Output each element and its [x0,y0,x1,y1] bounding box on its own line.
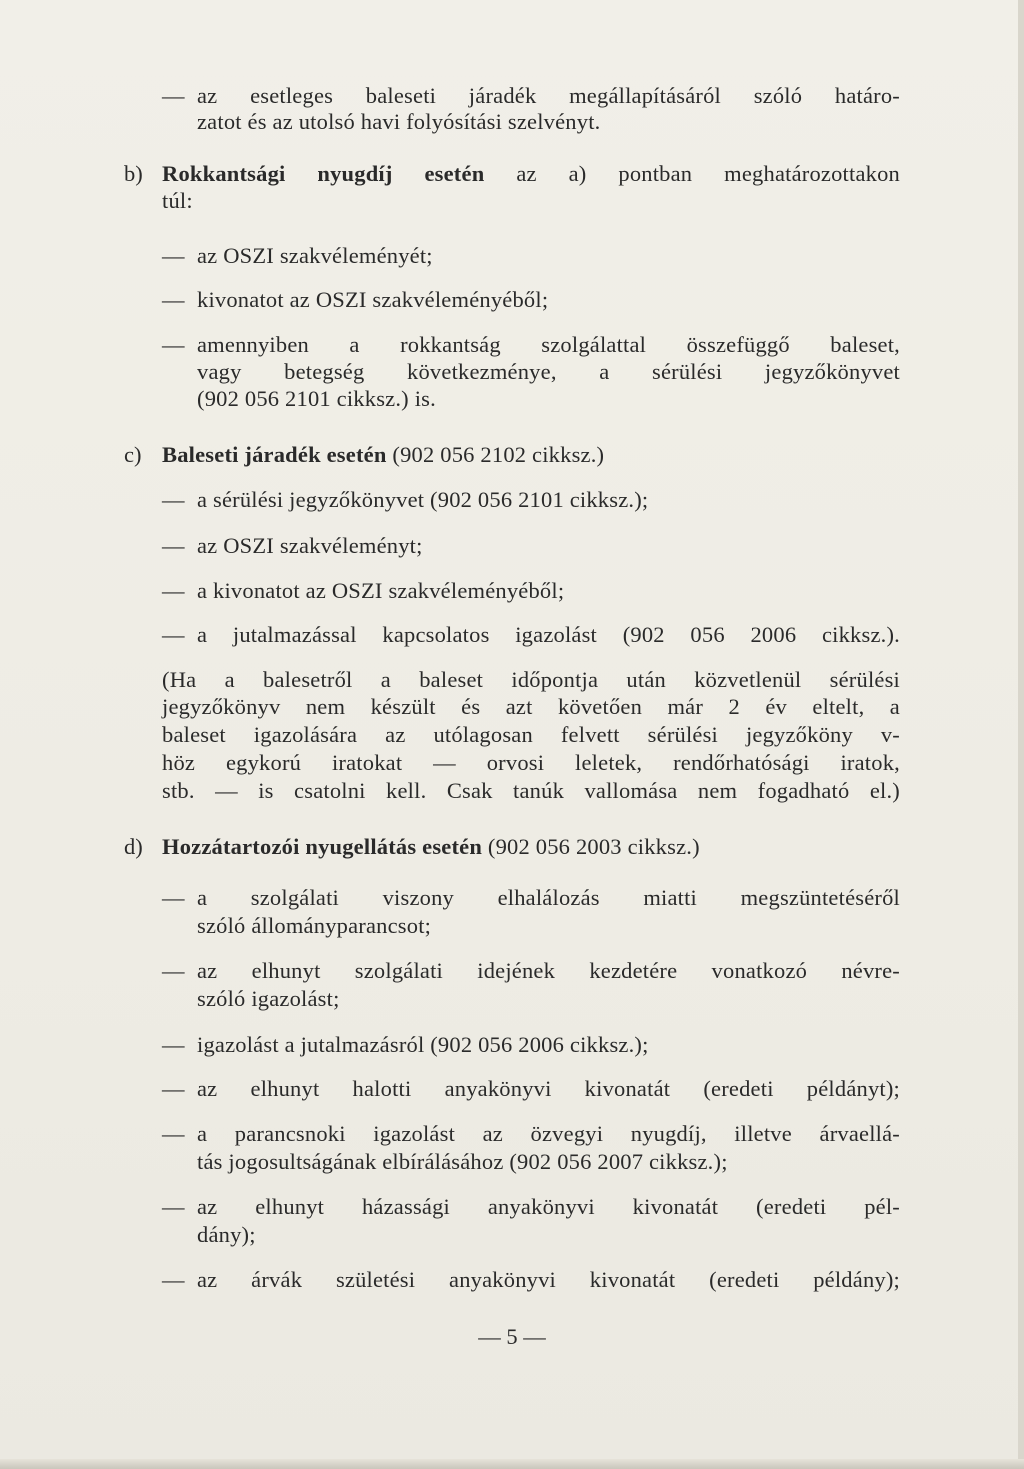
section-heading-d [162,833,700,861]
text-line: vagy betegség következménye, a sérülési jegyzőkönyvet [197,359,900,384]
page-bottom-edge [0,1459,1024,1469]
paragraph-line: baleset igazolására az utólagosan felvett sérülési jegyzőköny v- [162,722,900,747]
paragraph-line: höz egykorú iratokat — orvosi leletek, rendőrhatósági iratok, [162,750,900,775]
text-line: kivonatot az OSZI szakvéleményéből; [197,287,549,312]
text-line: a parancsnoki igazolást az özvegyi nyugdíj, illetve árvaellá- [197,1121,900,1146]
list-dash: — [162,83,185,108]
text-line: dány); [197,1222,256,1247]
text-line: az OSZI szakvéleményt; [197,533,423,558]
list-dash: — [162,958,185,983]
list-dash: — [162,1032,185,1057]
list-dash: — [162,533,185,558]
text-line: szóló állományparancsot; [197,913,432,938]
text-line: (902 056 2101 cikksz.) is. [197,386,436,411]
section-heading-c [162,441,604,469]
text-line: igazolást a jutalmazásról (902 056 2006 cikksz.); [197,1032,649,1057]
list-dash: — [162,885,185,910]
list-dash: — [162,1121,185,1146]
text-line: amennyiben a rokkantság szolgálattal összefüggő baleset, [197,332,900,357]
paragraph-line: jegyzőkönyv nem készült és azt követően már 2 év eltelt, a [162,694,900,719]
text-line: túl: [162,188,193,213]
text-line: a kivonatot az OSZI szakvéleményéből; [197,578,565,603]
list-dash: — [162,578,185,603]
list-dash: — [162,622,185,647]
list-dash: — [162,1194,185,1219]
section-heading-b [162,160,900,188]
text-line: az árvák születési anyakönyvi kivonatát (eredeti példány); [197,1267,900,1292]
text-line: az OSZI szakvéleményét; [197,243,433,268]
paragraph-line: stb. — is csatolni kell. Csak tanúk vallomása nem fogadható el.) [162,778,900,803]
list-dash: — [162,1076,185,1101]
list-dash: — [162,287,185,312]
section-label-d: d) [124,834,143,859]
page-edge-shadow [1018,0,1024,1469]
list-dash: — [162,243,185,268]
section-heading-rest: (902 056 2003 cikksz.) [487,834,700,859]
section-label-c: c) [124,442,142,467]
text-line: az elhunyt házassági anyakönyvi kivonatát (eredeti pél- [197,1194,900,1219]
list-dash: — [162,1267,185,1292]
section-heading-bold: Hozzátartozói nyugellátás esetén [162,834,483,859]
page-number: — 5 — [478,1324,546,1349]
paragraph-line: (Ha a balesetről a baleset időpontja után közvetlenül sérülési [162,667,900,692]
text-line: az esetleges baleseti járadék megállapításáról szóló határo- [197,83,900,108]
text-line: a szolgálati viszony elhalálozás miatti megszüntetéséről [197,885,900,910]
text-line: a jutalmazással kapcsolatos igazolást (902 056 2006 cikksz.). [197,622,900,647]
list-dash: — [162,332,185,357]
text-line: az elhunyt szolgálati idejének kezdetére vonatkozó névre- [197,958,900,983]
list-dash: — [162,487,185,512]
section-label-b: b) [124,161,143,186]
section-heading-bold: Baleseti járadék esetén [162,442,387,467]
text-line: a sérülési jegyzőkönyvet (902 056 2101 cikksz.); [197,487,649,512]
text-line: szóló igazolást; [197,986,340,1011]
text-line: az elhunyt halotti anyakönyvi kivonatát (eredeti példányt); [197,1076,900,1101]
section-heading-rest: (902 056 2102 cikksz.) [392,442,605,467]
section-heading-rest: az a) pontban meghatározottakon [516,161,900,186]
section-heading-bold: Rokkantsági nyugdíj esetén [162,161,485,186]
text-line: zatot és az utolsó havi folyósítási szelvényt. [197,109,601,134]
text-line: tás jogosultságának elbírálásához (902 056 2007 cikksz.); [197,1149,728,1174]
